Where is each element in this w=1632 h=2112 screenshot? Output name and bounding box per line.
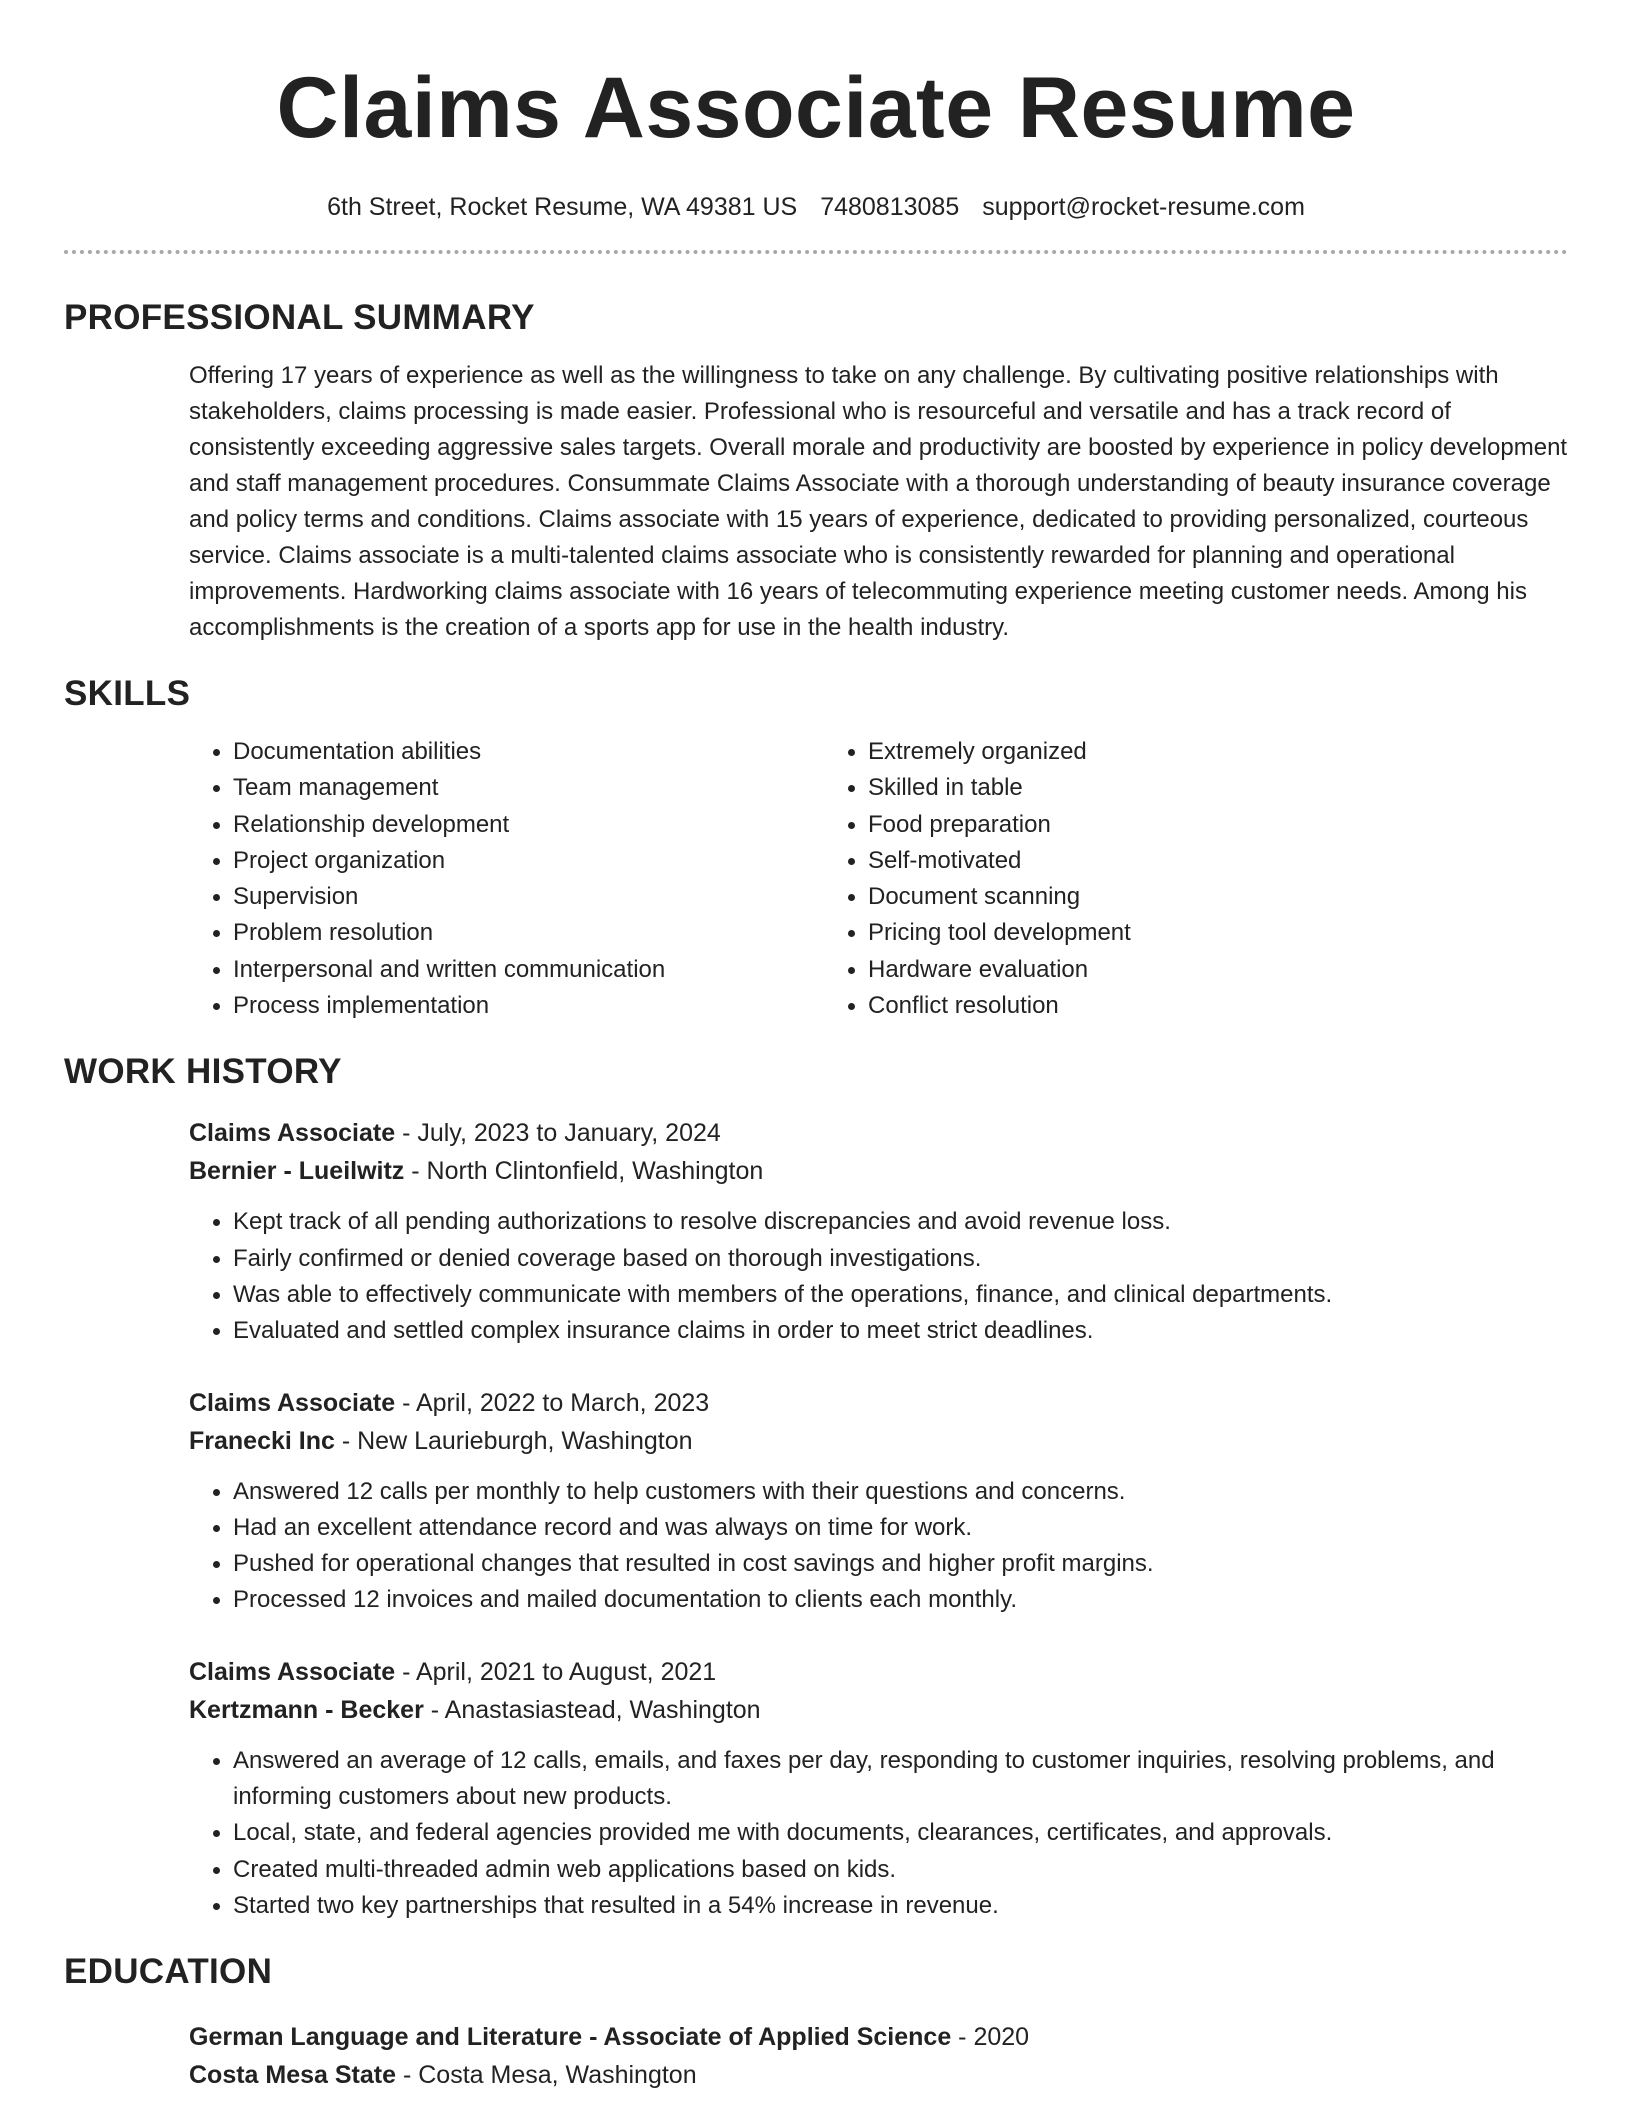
phone-number: 7480813085 [820,193,960,221]
job-entry [189,1114,1568,1349]
job-company: Kertzmann - Becker [189,1695,424,1724]
skill-item: • Process implementation [233,988,824,1024]
job-title-line [189,1653,1568,1691]
job-company-line [189,1152,1568,1190]
job-company: Bernier - Lueilwitz [189,1157,405,1186]
skill-item: • Self-motivated [868,843,1131,879]
skill-item: • Team management [233,770,824,806]
degree: German Language and Literature - Associate of Applied Science [189,2023,952,2052]
job-location: - Anastasiastead, Washington [423,1695,761,1724]
job-duty: • Pushed for operational changes that resulted in cost savings and higher profit margins. [233,1546,1568,1582]
skill-item: • Conflict resolution [868,988,1131,1024]
school-name: Costa Mesa State [189,2061,397,2090]
education-entry [189,2018,1568,2094]
job-dates: - April, 2021 to August, 2021 [395,1657,717,1686]
skill-item: • Pricing tool development [868,915,1131,951]
job-duty: • Started two key partnerships that resulted in a 54% increase in revenue. [233,1888,1568,1924]
job-title-line [189,1114,1568,1152]
job-duties [189,1204,1568,1349]
school-line [189,2056,1568,2094]
job-duty: • Had an excellent attendance record and was always on time for work. [233,1510,1568,1546]
job-location: - New Laurieburgh, Washington [334,1426,693,1455]
job-entry [189,1384,1568,1619]
summary-heading: PROFESSIONAL SUMMARY [64,298,535,337]
job-role: Claims Associate [189,1657,396,1686]
job-company-line [189,1691,1568,1729]
job-duty: • Fairly confirmed or denied coverage based on thorough investigations. [233,1241,1568,1277]
skills-list [189,734,1568,1024]
graduation-year: - 2020 [951,2023,1030,2052]
job-duty: • Kept track of all pending authorizations to resolve discrepancies and avoid revenue loss. [233,1204,1568,1240]
job-dates: - July, 2023 to January, 2024 [395,1119,721,1148]
skill-item: • Relationship development [233,807,824,843]
job-dates: - April, 2022 to March, 2023 [395,1388,710,1417]
skill-item: • Interpersonal and written communication [233,952,824,988]
job-duty: • Processed 12 invoices and mailed documentation to clients each monthly. [233,1582,1568,1618]
job-duties [189,1743,1568,1924]
summary-text: Offering 17 years of experience as well as the willingness to take on any challenge. By cultivating positive relationships with stakeholders, claims processing is made easier. Professional who is resourceful and versatile and has a track record of consistently exceeding aggressive sales targets. Overall morale and productivity are boosted by experience in policy development and staff management procedures. Consummate Claims Associate with a thorough understanding of beauty insurance coverage and policy terms and conditions. Claims associate with 15 years of experience, dedicated to providing personalized, courteous service. Claims associate is a multi-talented claims associate who is consistently rewarded for planning and operational improvements. Hardworking claims associate with 16 years of telecommuting experience meeting customer needs. Among his accomplishments is the creation of a sports app for use in the health industry. [189,362,1568,641]
skill-item: • Project organization [233,843,824,879]
job-duty: • Was able to effectively communicate with members of the operations, finance, and clinical departments. [233,1277,1568,1313]
skill-item: • Supervision [233,879,824,915]
skill-item: • Food preparation [868,807,1131,843]
job-duties [189,1474,1568,1619]
job-duty: • Answered an average of 12 calls, emails, and faxes per day, responding to customer inquiries, resolving problems, and informing customers about new products. [233,1743,1568,1816]
contact-info [64,192,1568,222]
skill-item: • Hardware evaluation [868,952,1131,988]
skills-column-right [824,734,1131,1024]
job-role: Claims Associate [189,1388,396,1417]
header-divider [64,250,1568,254]
job-role: Claims Associate [189,1119,396,1148]
job-duty: • Answered 12 calls per monthly to help customers with their questions and concerns. [233,1474,1568,1510]
skill-item: • Document scanning [868,879,1131,915]
education-heading: EDUCATION [64,1952,273,1992]
skill-item: • Skilled in table [868,770,1131,806]
work-history-heading: WORK HISTORY [64,1052,342,1092]
job-location: - North Clintonfield, Washington [404,1157,764,1186]
resume-title: Claims Associate Resume [276,60,1356,156]
skills-heading: SKILLS [64,674,191,713]
job-duty: • Created multi-threaded admin web applications based on kids. [233,1852,1568,1888]
job-duty: • Local, state, and federal agencies provided me with documents, clearances, certificates, and approvals. [233,1815,1568,1851]
job-duty: • Evaluated and settled complex insurance claims in order to meet strict deadlines. [233,1313,1568,1349]
address: 6th Street, Rocket Resume, WA 49381 US [327,193,798,221]
school-location: - Costa Mesa, Washington [396,2061,697,2090]
job-entry [189,1653,1568,1924]
job-company-line [189,1422,1568,1460]
skill-item: • Extremely organized [868,734,1131,770]
skills-column-left [189,734,824,1024]
skill-item: • Problem resolution [233,915,824,951]
job-title-line [189,1384,1568,1422]
job-company: Franecki Inc [189,1426,335,1455]
degree-line [189,2018,1568,2056]
skill-item: • Documentation abilities [233,734,824,770]
email-address: support@rocket-resume.com [982,193,1305,221]
